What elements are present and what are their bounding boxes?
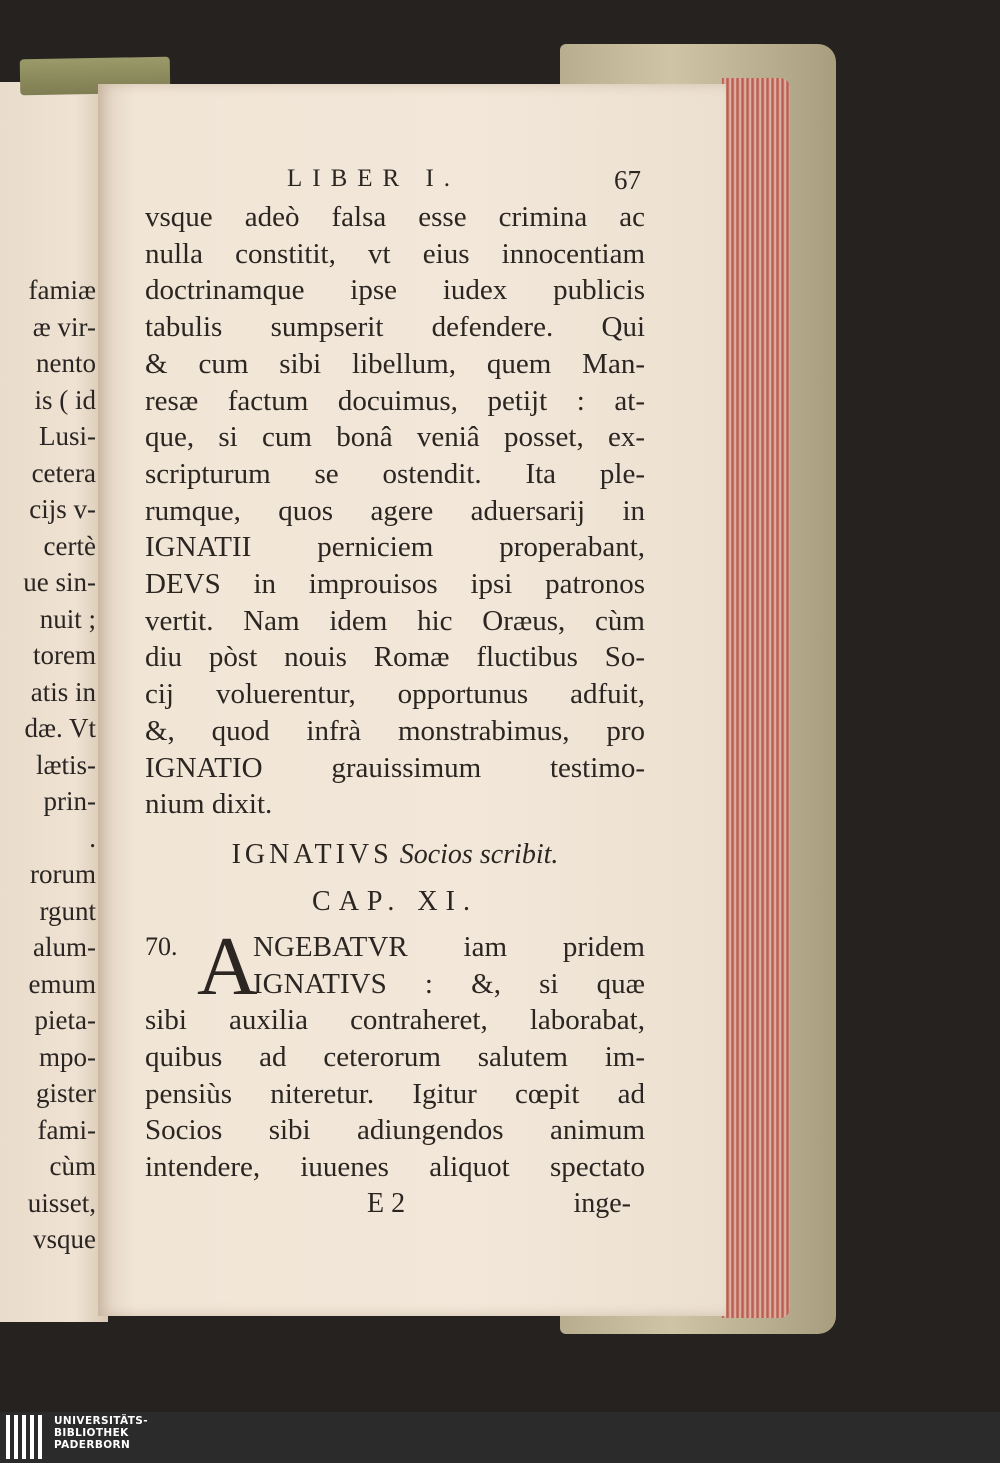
drop-cap: A [197,919,258,1013]
page-number: 67 [614,165,641,195]
library-line: UNIVERSITÄTS- [54,1415,149,1427]
text-line: cij voluerentur, opportunus adfuit, [145,678,645,711]
text-line: &, quod infrà monstrabimus, pro [145,714,645,747]
text-line: sibi auxilia contraheret, laborabat, [145,1004,645,1037]
text-line: nuit ; [39,603,96,634]
page-edges [722,78,790,1318]
text-line: Socios sibi adiungendos animum [145,1114,645,1147]
text-line: scripturum se ostendit. Ita ple- [145,457,645,490]
text-line: uisset, [27,1187,96,1218]
text-line: IGNATIVS : &, si quæ [253,967,645,1000]
text-line: prin- [43,786,96,816]
text-line: intendere, iuuenes aliquot spectato [145,1151,645,1184]
text-line: alum- [33,932,96,962]
text-line: fami- [37,1114,96,1145]
left-page [0,82,108,1322]
catchline [145,1188,645,1228]
chapter-number: CAP. XI. [312,885,478,917]
text-line: Lusi- [39,421,96,451]
library-line: PADERBORN [54,1439,131,1451]
text-line: . [89,822,96,853]
text-line: dæ. Vt [24,713,96,743]
text-line: mpo- [39,1041,96,1072]
text-line: cùm [49,1151,96,1181]
text-line: famiæ [28,275,96,305]
text-line: DEVS in improuisos ipsi patronos [145,568,645,601]
body-text-continued [145,1002,645,1186]
text-line: æ vir- [32,311,96,342]
library-footer [0,1412,1000,1463]
text-line: nulla constitit, vt eius innocentiam [145,237,645,270]
text-line: emum [28,968,96,999]
library-logo-icon [6,1415,46,1459]
text-line: vsque [33,1224,96,1254]
left-page-text [0,272,96,1258]
text-line: atis in [30,676,96,707]
text-line: cetera [31,457,96,488]
text-line: certè [43,530,96,561]
text-line: nento [36,348,96,378]
text-line: quibus ad ceterorum salutem im- [145,1041,645,1074]
text-line: rgunt [39,895,96,926]
chapter-title-italic: Socios scribit. [399,838,559,870]
library-line: BIBLIOTHEK [54,1427,129,1439]
running-head-title: LIBER I. [287,165,461,192]
paragraph-number: 70. [145,931,178,961]
text-line: tabulis sumpserit defendere. Qui [145,311,645,344]
text-line: ue sin- [23,567,96,597]
text-line: cijs v- [29,494,96,524]
chapter-title-caps: IGNATIVS [231,838,393,870]
text-line: & cum sibi libellum, quem Man- [145,347,645,380]
text-line: diu pòst nouis Romæ fluctibus So- [145,641,645,674]
text-line: vertit. Nam idem hic Oræus, cùm [145,604,645,637]
text-line: IGNATIO grauissimum testimo- [145,751,645,784]
text-line: rorum [30,859,96,889]
text-line: doctrinamque ipse iudex publicis [145,274,645,307]
text-line: lætis- [35,749,96,780]
text-line: nium dixit. [145,788,273,821]
text-line: gister [36,1078,96,1108]
signature-mark: E 2 [367,1187,406,1219]
right-page-text [145,165,645,1228]
text-line: rumque, quos agere aduersarij in [145,494,645,527]
text-line: pieta- [34,1005,96,1035]
text-line: que, si cum bonâ veniâ posset, ex- [145,421,645,454]
library-name [54,1415,148,1451]
text-line: resæ factum docuimus, petijt : at- [145,384,645,417]
text-line: IGNATII perniciem properabant, [145,531,645,564]
text-line: pensiùs niteretur. Igitur cœpit ad [145,1077,645,1110]
running-head [145,165,645,199]
text-line: vsque adeò falsa esse crimina ac [145,201,645,233]
body-text [145,199,645,823]
paragraph-start [145,919,645,1013]
text-line: torem [33,640,96,670]
text-line: NGEBATVR iam pridem [253,930,645,963]
text-line: is ( id [34,384,96,415]
catchword: inge- [573,1187,631,1219]
chapter-heading [145,831,645,879]
